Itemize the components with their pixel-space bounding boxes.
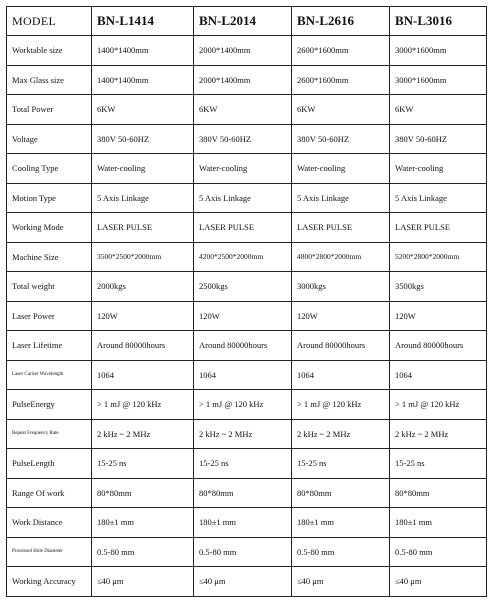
table-cell: 80*80mm: [292, 478, 390, 508]
table-row: [7, 449, 487, 479]
table-cell: ≤40 μm: [194, 567, 292, 597]
table-cell: 2 kHz ~ 2 MHz: [390, 419, 487, 449]
table-cell: 120W: [92, 301, 194, 331]
table-cell: Around 80000hours: [194, 331, 292, 361]
header-bn-l2616: BN-L2616: [292, 7, 390, 36]
table-cell: LASER PULSE: [194, 213, 292, 243]
header-bn-l3016: BN-L3016: [390, 7, 487, 36]
table-row: [7, 331, 487, 361]
table-cell: 1400*1400mm: [92, 36, 194, 66]
table-cell: 3000kgs: [292, 272, 390, 302]
table-cell: Around 80000hours: [292, 331, 390, 361]
table-row: [7, 567, 487, 597]
table-cell: 120W: [292, 301, 390, 331]
row-label: Working Mode: [7, 213, 92, 243]
table-cell: 180±1 mm: [92, 508, 194, 538]
table-cell: 5200*2800*2000mm: [390, 242, 487, 272]
row-label: Work Distance: [7, 508, 92, 538]
table-cell: 6KW: [390, 95, 487, 125]
table-cell: 80*80mm: [92, 478, 194, 508]
table-cell: 2000kgs: [92, 272, 194, 302]
header-bn-l1414: BN-L1414: [92, 7, 194, 36]
table-cell: Water-cooling: [390, 154, 487, 184]
specification-table: [6, 6, 487, 597]
table-row: [7, 242, 487, 272]
table-cell: 1064: [292, 360, 390, 390]
row-label: Processed Hole Diameter: [7, 537, 92, 567]
table-cell: 180±1 mm: [292, 508, 390, 538]
table-cell: 1400*1400mm: [92, 65, 194, 95]
table-cell: 15-25 ns: [292, 449, 390, 479]
table-cell: LASER PULSE: [92, 213, 194, 243]
table-cell: 180±1 mm: [194, 508, 292, 538]
table-cell: 380V 50-60HZ: [194, 124, 292, 154]
table-cell: ≤40 μm: [292, 567, 390, 597]
row-label: Total weight: [7, 272, 92, 302]
table-cell: 3000*1600mm: [390, 65, 487, 95]
table-cell: 1064: [390, 360, 487, 390]
row-label: PulseLength: [7, 449, 92, 479]
table-cell: 6KW: [92, 95, 194, 125]
table-cell: 2000*1400mm: [194, 65, 292, 95]
table-cell: 380V 50-60HZ: [292, 124, 390, 154]
row-label: Laser Power: [7, 301, 92, 331]
table-cell: 2 kHz ~ 2 MHz: [194, 419, 292, 449]
table-cell: 120W: [194, 301, 292, 331]
table-cell: 5 Axis Linkage: [390, 183, 487, 213]
table-row: [7, 301, 487, 331]
table-cell: 4800*2800*2000mm: [292, 242, 390, 272]
table-cell: 380V 50-60HZ: [390, 124, 487, 154]
table-cell: > 1 mJ @ 120 kHz: [92, 390, 194, 420]
row-label: PulseEnergy: [7, 390, 92, 420]
table-row: [7, 390, 487, 420]
table-row: [7, 154, 487, 184]
table-row: [7, 65, 487, 95]
table-cell: 5 Axis Linkage: [292, 183, 390, 213]
row-label: Worktable size: [7, 36, 92, 66]
table-cell: 2 kHz ~ 2 MHz: [292, 419, 390, 449]
table-cell: 2000*1400mm: [194, 36, 292, 66]
table-cell: Around 80000hours: [92, 331, 194, 361]
table-cell: 0.5-80 mm: [390, 537, 487, 567]
table-row: [7, 183, 487, 213]
header-row: [7, 7, 487, 36]
table-cell: 2 kHz ~ 2 MHz: [92, 419, 194, 449]
table-cell: 120W: [390, 301, 487, 331]
header-bn-l2014: BN-L2014: [194, 7, 292, 36]
table-row: [7, 360, 487, 390]
table-cell: 4200*2500*2000mm: [194, 242, 292, 272]
row-label: Working Accuracy: [7, 567, 92, 597]
table-cell: 5 Axis Linkage: [92, 183, 194, 213]
row-label: Machine Size: [7, 242, 92, 272]
table-cell: 0.5-80 mm: [92, 537, 194, 567]
table-cell: 3000*1600mm: [390, 36, 487, 66]
table-cell: 15-25 ns: [390, 449, 487, 479]
table-row: [7, 478, 487, 508]
table-cell: 6KW: [194, 95, 292, 125]
table-cell: 15-25 ns: [194, 449, 292, 479]
table-row: [7, 124, 487, 154]
table-cell: 3500kgs: [390, 272, 487, 302]
row-label: Laser Carrier Wavelength: [7, 360, 92, 390]
table-cell: 5 Axis Linkage: [194, 183, 292, 213]
table-cell: ≤40 μm: [92, 567, 194, 597]
table-row: [7, 95, 487, 125]
table-row: [7, 537, 487, 567]
table-cell: LASER PULSE: [292, 213, 390, 243]
table-cell: Water-cooling: [92, 154, 194, 184]
table-cell: > 1 mJ @ 120 kHz: [390, 390, 487, 420]
table-row: [7, 272, 487, 302]
row-label: Cooling Type: [7, 154, 92, 184]
row-label: Max Glass size: [7, 65, 92, 95]
row-label: Total Power: [7, 95, 92, 125]
table-cell: 1064: [194, 360, 292, 390]
row-label: Motion Type: [7, 183, 92, 213]
header-model: MODEL: [7, 7, 92, 36]
table-cell: 380V 50-60HZ: [92, 124, 194, 154]
table-cell: 0.5-80 mm: [292, 537, 390, 567]
table-cell: Water-cooling: [292, 154, 390, 184]
table-cell: 6KW: [292, 95, 390, 125]
table-cell: ≤40 μm: [390, 567, 487, 597]
spec-sheet: [6, 6, 486, 597]
table-row: [7, 36, 487, 66]
table-body: [7, 36, 487, 597]
table-row: [7, 213, 487, 243]
table-cell: > 1 mJ @ 120 kHz: [194, 390, 292, 420]
table-row: [7, 508, 487, 538]
row-label: Range Of work: [7, 478, 92, 508]
table-cell: 3500*2500*2000mm: [92, 242, 194, 272]
row-label: Laser Lifetime: [7, 331, 92, 361]
table-cell: Water-cooling: [194, 154, 292, 184]
table-cell: LASER PULSE: [390, 213, 487, 243]
table-row: [7, 419, 487, 449]
table-cell: 180±1 mm: [390, 508, 487, 538]
table-cell: 80*80mm: [194, 478, 292, 508]
row-label: Voltage: [7, 124, 92, 154]
table-cell: 1064: [92, 360, 194, 390]
table-cell: 15-25 ns: [92, 449, 194, 479]
row-label: Repeat Frequency Rate: [7, 419, 92, 449]
table-cell: 80*80mm: [390, 478, 487, 508]
table-cell: > 1 mJ @ 120 kHz: [292, 390, 390, 420]
table-cell: 2600*1600mm: [292, 36, 390, 66]
table-cell: 0.5-80 mm: [194, 537, 292, 567]
table-cell: 2500kgs: [194, 272, 292, 302]
table-cell: Around 80000hours: [390, 331, 487, 361]
table-cell: 2600*1600mm: [292, 65, 390, 95]
